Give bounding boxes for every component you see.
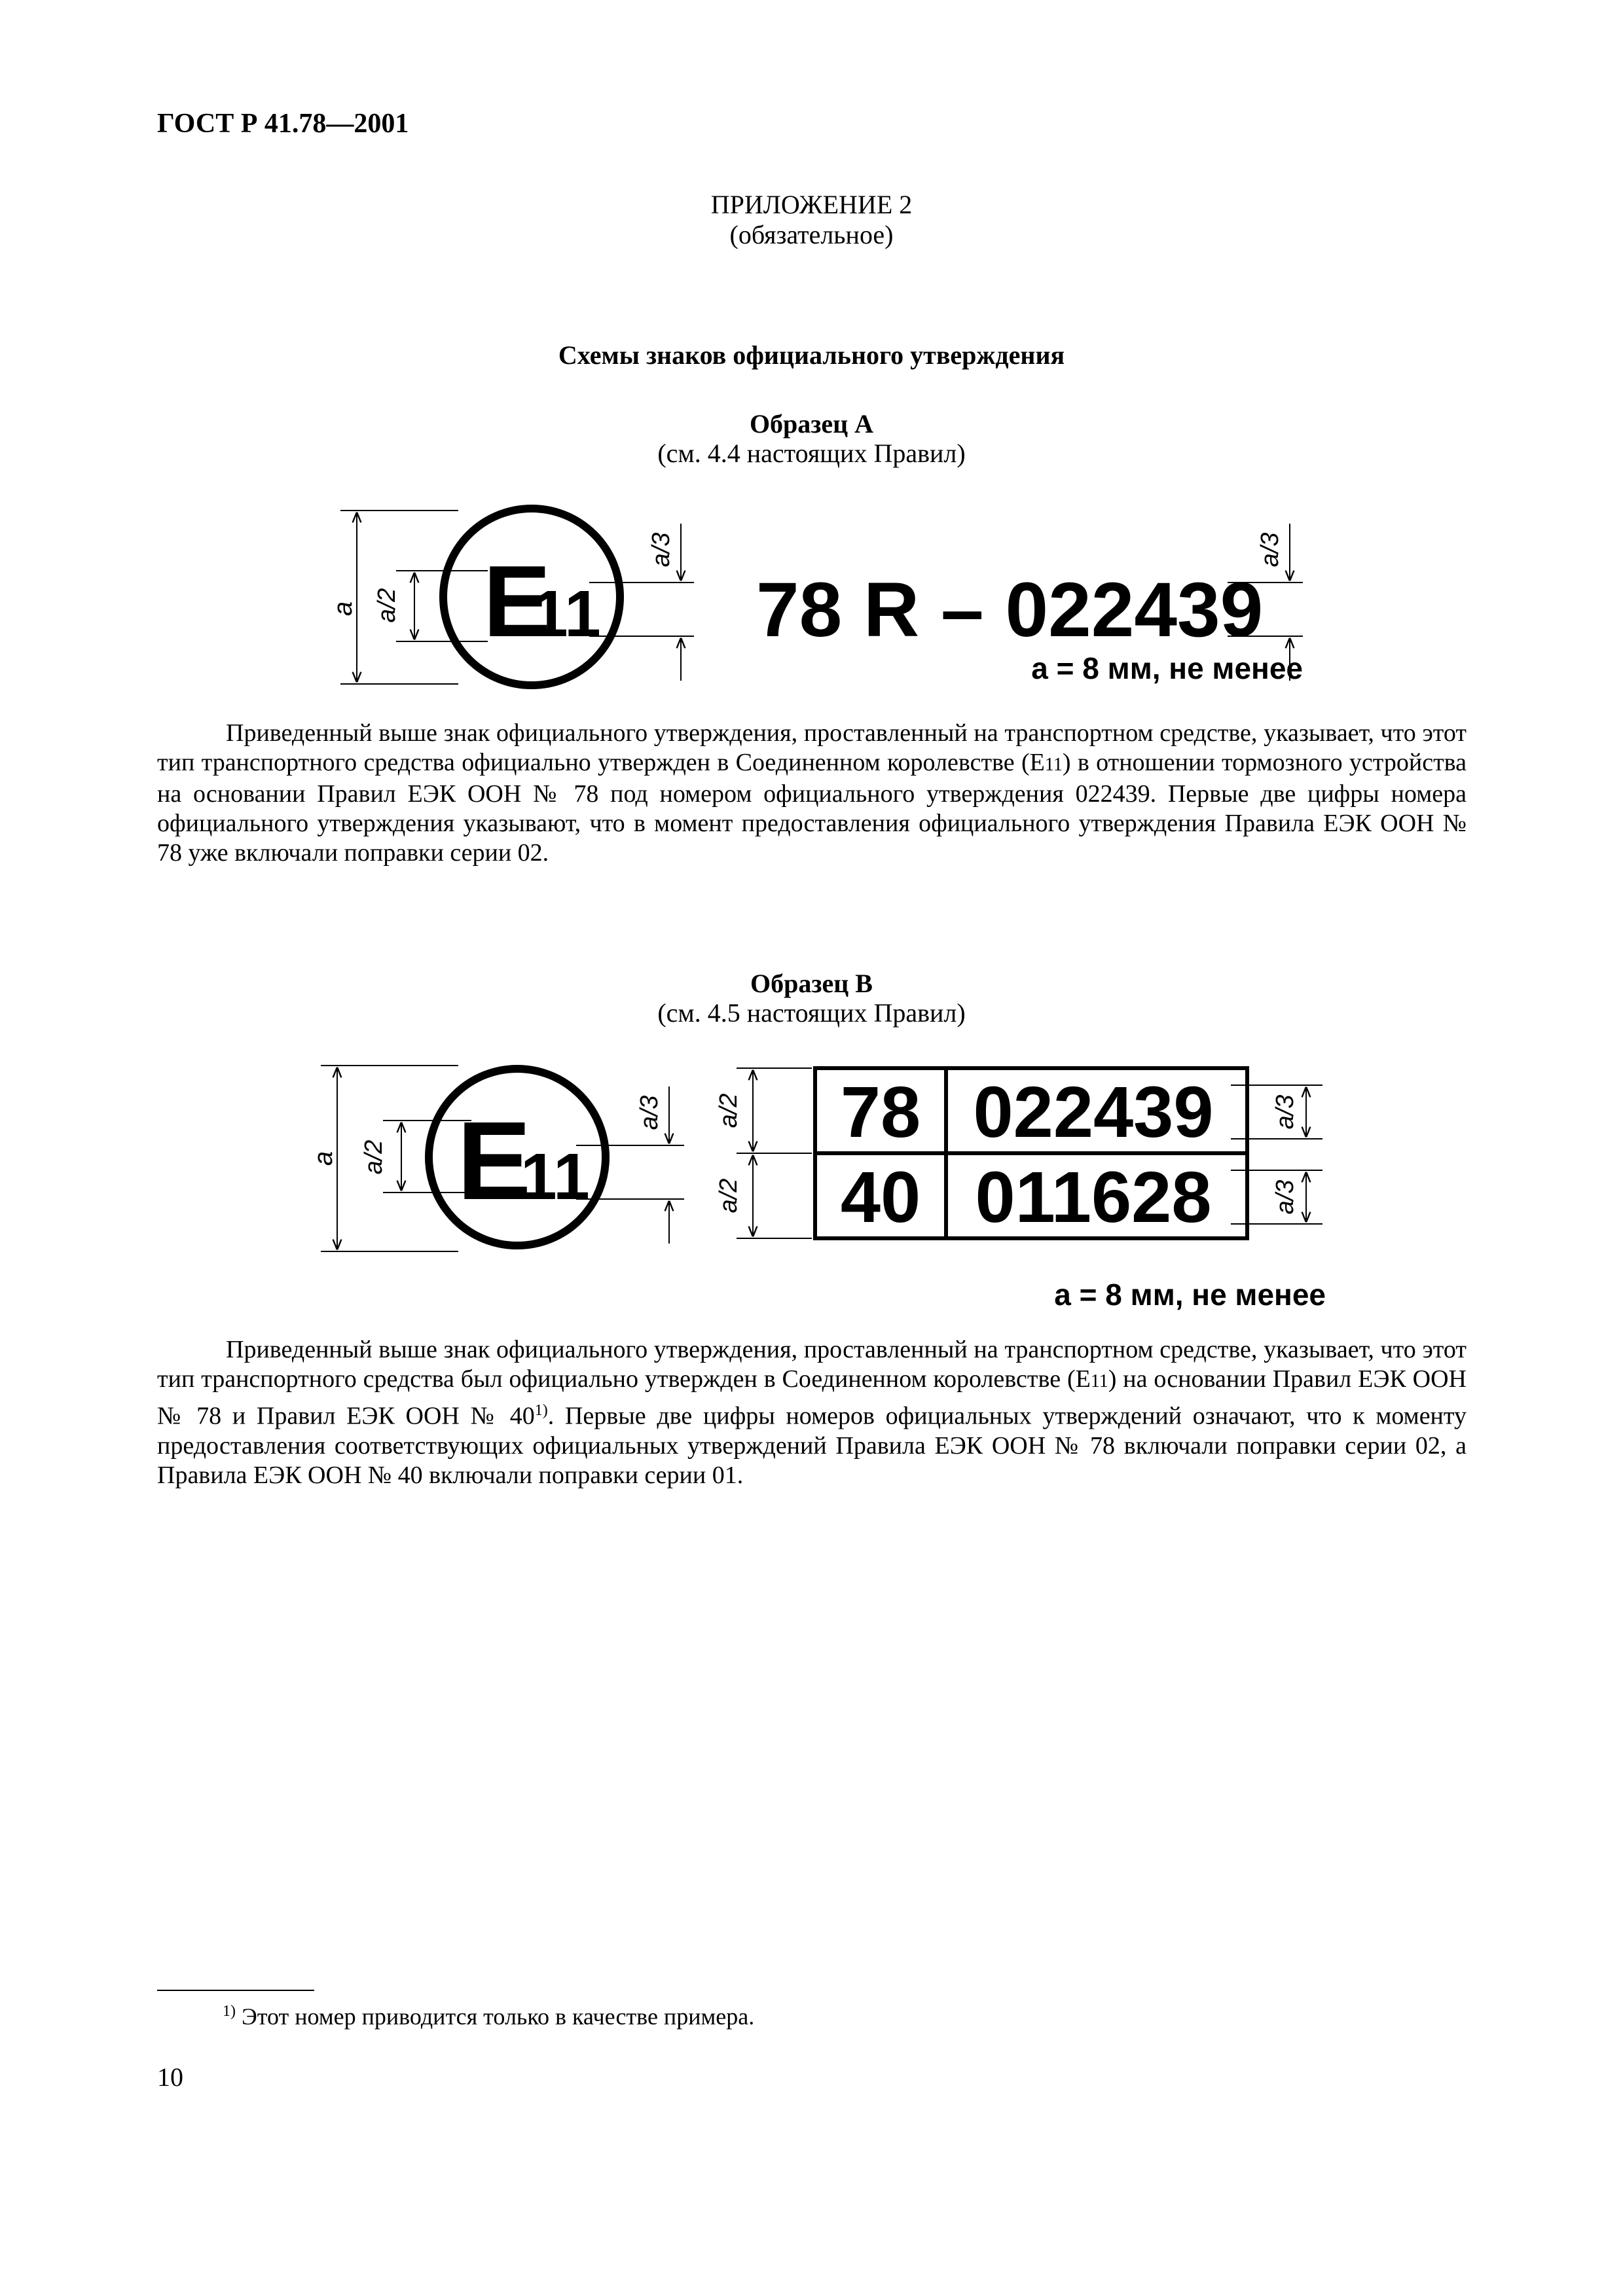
sample-b-title: Образец В <box>750 969 873 998</box>
sample-a-ref: (см. 4.4 настоящих Правил) <box>657 439 966 468</box>
sample-a-figure <box>0 484 1623 707</box>
footnote <box>223 2003 754 2030</box>
sample-a-paragraph: Приведенный выше знак официального утверждения, проставленный на транспортном средстве, указывает, что этот тип транспортного средства официально утвержден в Соединенном королевстве (E11) в отношении тормозного устройства на основании Правил ЕЭК ООН № 78 под номером официального утверждения 022439. Первые две цифры номера официального утверждения указывают, что в момент предоставления официального утверждения Правила ЕЭК ООН № 78 уже включали поправки серии 02. <box>157 719 1467 867</box>
dim-third-label-row1: a/3 <box>1271 1094 1299 1130</box>
dim-third-label: a/3 <box>636 1095 663 1130</box>
sample-b-paragraph: Приведенный выше знак официального утверждения, проставленный на транспортном средстве, указывает, что этот тип транспортного средства был официально утвержден в Соединенном королевстве (E11) на основании Правил ЕЭК ООН № 78 и Правил ЕЭК ООН № 40$^{1)}$. Первые две цифры номеров официальных утверждений означают, что к моменту предоставления соответствующих официальных утверждений Правила ЕЭК ООН № 78 включали поправки серии 02, а Правила ЕЭК ООН № 40 включали поправки серии 01. <box>157 1336 1467 1489</box>
section-title: Схемы знаков официального утверждения <box>558 340 1065 370</box>
sample-a-title: Образец А <box>749 409 874 439</box>
approval-text: 78 R – 022439 <box>756 567 1264 653</box>
dim-third-label-row2: a/3 <box>1271 1179 1299 1215</box>
sample-b-ref: (см. 4.5 настоящих Правил) <box>657 998 966 1028</box>
dim-half-label-row1: a/2 <box>715 1093 742 1128</box>
appendix-title: ПРИЛОЖЕНИЕ 2 <box>710 190 913 219</box>
mark-letter: E <box>457 1099 532 1223</box>
dim-half-label: a/2 <box>360 1139 388 1175</box>
footnote-separator <box>157 1990 314 1991</box>
page-number: 10 <box>157 2062 183 2092</box>
appendix-subtitle: (обязательное) <box>729 220 894 249</box>
row2-number: 011628 <box>975 1157 1212 1238</box>
row1-regulation: 78 <box>840 1072 921 1153</box>
row2-regulation: 40 <box>840 1157 921 1238</box>
document-code: ГОСТ Р 41.78—2001 <box>157 109 409 139</box>
footnote-mark: 1) <box>223 2003 236 2020</box>
dim-half-label-row2: a/2 <box>715 1178 742 1213</box>
dim-a-label: a <box>309 1151 338 1166</box>
dim-a-label: a <box>329 601 357 617</box>
size-note: a = 8 мм, не менее <box>1054 1278 1326 1312</box>
dim-half-label: a/2 <box>373 588 401 623</box>
mark-letter: E <box>483 545 551 658</box>
mark-number: 11 <box>520 1140 590 1213</box>
dim-third-label: a/3 <box>647 532 675 567</box>
dim-third-label-2: a/3 <box>1256 532 1284 567</box>
mark-number: 11 <box>532 577 601 651</box>
footnote-text: Этот номер приводится только в качестве примера. <box>242 2003 755 2030</box>
row1-number: 022439 <box>973 1072 1214 1153</box>
size-note: a = 8 мм, не менее <box>1031 651 1303 685</box>
sample-b-figure <box>0 1047 1623 1322</box>
